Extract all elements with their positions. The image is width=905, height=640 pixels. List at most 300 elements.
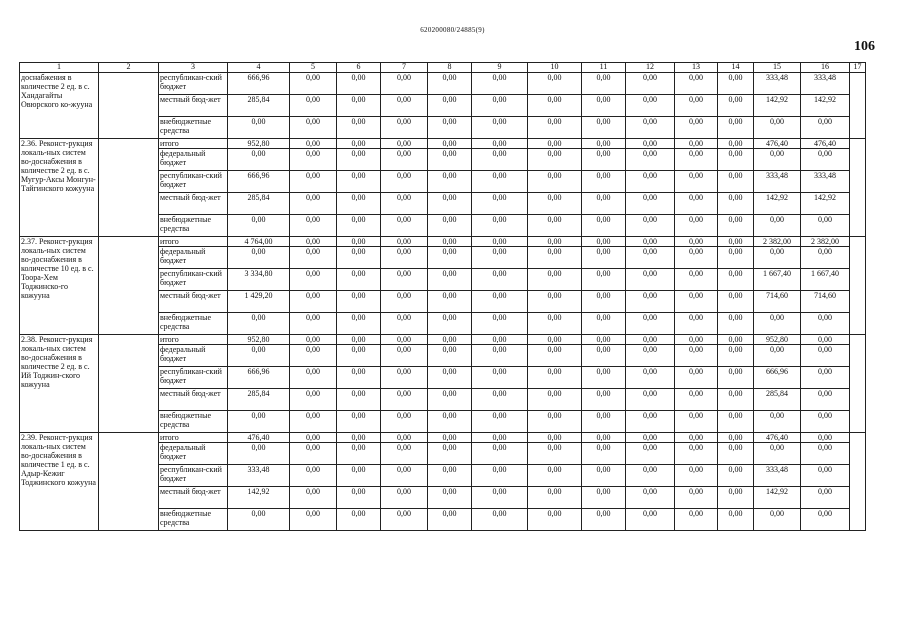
amount-cell: 0,00	[381, 269, 428, 291]
amount-cell: 4 764,00	[228, 237, 290, 247]
amount-cell: 0,00	[718, 193, 754, 215]
amount-cell: 0,00	[337, 443, 381, 465]
amount-cell: 0,00	[582, 171, 626, 193]
amount-cell: 0,00	[675, 171, 718, 193]
amount-cell: 0,00	[626, 149, 675, 171]
table-row	[20, 73, 866, 95]
amount-cell: 0,00	[718, 313, 754, 335]
amount-cell: 0,00	[337, 269, 381, 291]
amount-cell: 0,00	[718, 73, 754, 95]
amount-cell: 0,00	[381, 367, 428, 389]
amount-cell: 0,00	[290, 237, 337, 247]
amount-cell: 0,00	[675, 139, 718, 149]
funding-source-cell: итого	[159, 433, 228, 443]
amount-cell: 0,00	[801, 443, 850, 465]
amount-cell: 0,00	[428, 291, 472, 313]
funding-source-cell: внебюджетные средства	[159, 215, 228, 237]
amount-cell: 0,00	[337, 389, 381, 411]
amount-cell: 0,00	[528, 509, 582, 531]
amount-cell: 0,00	[290, 487, 337, 509]
column-number-row	[20, 63, 866, 73]
funding-source-cell: местный бюд-жет	[159, 291, 228, 313]
amount-cell: 142,92	[754, 193, 801, 215]
amount-cell: 0,00	[582, 345, 626, 367]
amount-cell: 0,00	[626, 335, 675, 345]
amount-cell: 0,00	[582, 443, 626, 465]
amount-cell: 0,00	[582, 465, 626, 487]
amount-cell: 0,00	[754, 345, 801, 367]
document-id: 620200080/24885(9)	[420, 26, 485, 34]
amount-cell: 0,00	[718, 509, 754, 531]
amount-cell: 0,00	[718, 139, 754, 149]
amount-cell: 0,00	[801, 117, 850, 139]
amount-cell: 2 382,00	[754, 237, 801, 247]
amount-cell: 0,00	[337, 193, 381, 215]
column-number: 6	[337, 63, 381, 73]
amount-cell: 0,00	[675, 313, 718, 335]
amount-cell: 0,00	[754, 509, 801, 531]
executor-cell	[99, 139, 159, 237]
amount-cell: 333,48	[754, 171, 801, 193]
amount-cell: 0,00	[718, 237, 754, 247]
amount-cell: 0,00	[675, 411, 718, 433]
amount-cell: 0,00	[528, 313, 582, 335]
amount-cell: 0,00	[381, 237, 428, 247]
amount-cell: 0,00	[428, 117, 472, 139]
amount-cell: 0,00	[528, 345, 582, 367]
amount-cell: 0,00	[290, 73, 337, 95]
amount-cell: 0,00	[290, 335, 337, 345]
amount-cell: 0,00	[528, 367, 582, 389]
amount-cell: 0,00	[337, 171, 381, 193]
amount-cell: 0,00	[428, 411, 472, 433]
amount-cell: 0,00	[675, 433, 718, 443]
amount-cell: 0,00	[472, 215, 528, 237]
amount-cell: 142,92	[228, 487, 290, 509]
amount-cell: 0,00	[428, 149, 472, 171]
amount-cell: 0,00	[675, 269, 718, 291]
amount-cell: 0,00	[675, 95, 718, 117]
amount-cell: 0,00	[472, 465, 528, 487]
amount-cell: 0,00	[801, 313, 850, 335]
amount-cell: 0,00	[582, 487, 626, 509]
amount-cell: 666,96	[228, 367, 290, 389]
amount-cell: 0,00	[675, 345, 718, 367]
amount-cell: 285,84	[754, 389, 801, 411]
amount-cell: 0,00	[290, 193, 337, 215]
amount-cell: 0,00	[428, 509, 472, 531]
budget-table	[19, 62, 866, 531]
column-number: 10	[528, 63, 582, 73]
amount-cell: 0,00	[228, 247, 290, 269]
amount-cell: 0,00	[626, 313, 675, 335]
amount-cell: 0,00	[718, 411, 754, 433]
amount-cell: 0,00	[290, 291, 337, 313]
amount-cell: 0,00	[528, 433, 582, 443]
amount-cell: 0,00	[228, 149, 290, 171]
amount-cell: 0,00	[675, 247, 718, 269]
amount-cell: 0,00	[290, 443, 337, 465]
amount-cell: 0,00	[228, 345, 290, 367]
table-row	[20, 237, 866, 247]
amount-cell: 0,00	[381, 487, 428, 509]
amount-cell: 0,00	[528, 443, 582, 465]
amount-cell: 0,00	[290, 215, 337, 237]
amount-cell: 0,00	[428, 433, 472, 443]
amount-cell: 0,00	[428, 487, 472, 509]
amount-cell: 0,00	[381, 171, 428, 193]
amount-cell: 0,00	[675, 389, 718, 411]
amount-cell: 0,00	[528, 335, 582, 345]
amount-cell: 0,00	[337, 411, 381, 433]
amount-cell: 0,00	[718, 345, 754, 367]
amount-cell: 0,00	[718, 465, 754, 487]
amount-cell: 952,80	[754, 335, 801, 345]
funding-source-cell: федеральный бюджет	[159, 443, 228, 465]
funding-source-cell: местный бюд-жет	[159, 389, 228, 411]
amount-cell: 0,00	[626, 291, 675, 313]
amount-cell: 0,00	[675, 335, 718, 345]
amount-cell: 0,00	[290, 345, 337, 367]
amount-cell: 0,00	[801, 367, 850, 389]
amount-cell: 0,00	[428, 95, 472, 117]
amount-cell: 0,00	[337, 73, 381, 95]
amount-cell: 0,00	[801, 389, 850, 411]
funding-source-cell: республикан-ский бюджет	[159, 465, 228, 487]
amount-cell: 0,00	[754, 313, 801, 335]
amount-cell: 0,00	[582, 269, 626, 291]
table-row	[20, 433, 866, 443]
amount-cell: 0,00	[381, 335, 428, 345]
amount-cell: 0,00	[675, 509, 718, 531]
amount-cell: 476,40	[754, 139, 801, 149]
amount-cell: 0,00	[626, 487, 675, 509]
amount-cell: 333,48	[801, 73, 850, 95]
amount-cell: 0,00	[626, 509, 675, 531]
amount-cell: 285,84	[228, 95, 290, 117]
amount-cell: 952,80	[228, 139, 290, 149]
amount-cell: 0,00	[626, 95, 675, 117]
funding-source-cell: местный бюд-жет	[159, 95, 228, 117]
funding-source-cell: федеральный бюджет	[159, 247, 228, 269]
amount-cell: 0,00	[718, 149, 754, 171]
amount-cell: 0,00	[582, 247, 626, 269]
amount-cell: 0,00	[718, 443, 754, 465]
amount-cell: 333,48	[228, 465, 290, 487]
amount-cell: 0,00	[626, 411, 675, 433]
amount-cell: 0,00	[381, 411, 428, 433]
amount-cell: 333,48	[754, 465, 801, 487]
amount-cell: 0,00	[675, 149, 718, 171]
result-cell	[850, 237, 866, 335]
amount-cell: 0,00	[528, 411, 582, 433]
amount-cell: 0,00	[428, 367, 472, 389]
funding-source-cell: внебюджетные средства	[159, 509, 228, 531]
result-cell	[850, 139, 866, 237]
amount-cell: 0,00	[337, 247, 381, 269]
amount-cell: 0,00	[290, 465, 337, 487]
amount-cell: 0,00	[381, 73, 428, 95]
amount-cell: 476,40	[801, 139, 850, 149]
amount-cell: 0,00	[337, 215, 381, 237]
amount-cell: 0,00	[528, 149, 582, 171]
amount-cell: 0,00	[718, 95, 754, 117]
column-number: 8	[428, 63, 472, 73]
amount-cell: 0,00	[718, 215, 754, 237]
amount-cell: 0,00	[528, 389, 582, 411]
amount-cell: 3 334,80	[228, 269, 290, 291]
amount-cell: 0,00	[472, 247, 528, 269]
column-number: 7	[381, 63, 428, 73]
amount-cell: 0,00	[801, 247, 850, 269]
result-cell	[850, 73, 866, 139]
amount-cell: 142,92	[801, 95, 850, 117]
amount-cell: 0,00	[582, 433, 626, 443]
amount-cell: 0,00	[626, 465, 675, 487]
amount-cell: 0,00	[626, 443, 675, 465]
amount-cell: 0,00	[472, 149, 528, 171]
column-number: 13	[675, 63, 718, 73]
amount-cell: 0,00	[582, 215, 626, 237]
table-row	[20, 139, 866, 149]
amount-cell: 0,00	[472, 139, 528, 149]
amount-cell: 0,00	[528, 171, 582, 193]
amount-cell: 0,00	[626, 247, 675, 269]
amount-cell: 0,00	[228, 117, 290, 139]
amount-cell: 714,60	[801, 291, 850, 313]
amount-cell: 0,00	[626, 433, 675, 443]
amount-cell: 0,00	[718, 291, 754, 313]
amount-cell: 0,00	[472, 345, 528, 367]
amount-cell: 0,00	[675, 465, 718, 487]
amount-cell: 0,00	[472, 389, 528, 411]
amount-cell: 0,00	[428, 247, 472, 269]
amount-cell: 0,00	[718, 117, 754, 139]
amount-cell: 0,00	[428, 215, 472, 237]
amount-cell: 0,00	[675, 487, 718, 509]
amount-cell: 0,00	[472, 487, 528, 509]
amount-cell: 0,00	[582, 291, 626, 313]
amount-cell: 0,00	[428, 389, 472, 411]
amount-cell: 0,00	[337, 291, 381, 313]
amount-cell: 0,00	[337, 509, 381, 531]
amount-cell: 0,00	[290, 509, 337, 531]
amount-cell: 1 429,20	[228, 291, 290, 313]
amount-cell: 0,00	[428, 345, 472, 367]
amount-cell: 0,00	[290, 269, 337, 291]
amount-cell: 0,00	[290, 367, 337, 389]
amount-cell: 0,00	[718, 247, 754, 269]
amount-cell: 0,00	[381, 193, 428, 215]
column-number: 4	[228, 63, 290, 73]
amount-cell: 0,00	[528, 193, 582, 215]
column-number: 15	[754, 63, 801, 73]
amount-cell: 0,00	[675, 443, 718, 465]
amount-cell: 0,00	[675, 291, 718, 313]
amount-cell: 0,00	[801, 487, 850, 509]
amount-cell: 0,00	[337, 433, 381, 443]
amount-cell: 0,00	[428, 73, 472, 95]
page-number: 106	[854, 39, 875, 54]
amount-cell: 0,00	[472, 443, 528, 465]
executor-cell	[99, 237, 159, 335]
amount-cell: 0,00	[718, 433, 754, 443]
amount-cell: 0,00	[754, 247, 801, 269]
amount-cell: 0,00	[582, 313, 626, 335]
amount-cell: 0,00	[381, 139, 428, 149]
amount-cell: 0,00	[472, 291, 528, 313]
amount-cell: 476,40	[754, 433, 801, 443]
amount-cell: 952,80	[228, 335, 290, 345]
amount-cell: 1 667,40	[801, 269, 850, 291]
amount-cell: 0,00	[626, 237, 675, 247]
amount-cell: 0,00	[582, 139, 626, 149]
amount-cell: 0,00	[290, 313, 337, 335]
funding-source-cell: внебюджетные средства	[159, 117, 228, 139]
amount-cell: 0,00	[228, 509, 290, 531]
column-number: 3	[159, 63, 228, 73]
column-number: 14	[718, 63, 754, 73]
funding-source-cell: итого	[159, 237, 228, 247]
amount-cell: 0,00	[337, 465, 381, 487]
amount-cell: 0,00	[582, 335, 626, 345]
measure-name-cell: 2.38. Реконст-рукция локаль-ных систем во-доснабжения в количестве 2 ед. в с. Ий Тоджин-ского кожууна	[20, 335, 99, 433]
amount-cell: 0,00	[381, 433, 428, 443]
amount-cell: 0,00	[228, 313, 290, 335]
funding-source-cell: республикан-ский бюджет	[159, 367, 228, 389]
column-number: 11	[582, 63, 626, 73]
amount-cell: 0,00	[290, 171, 337, 193]
amount-cell: 0,00	[337, 345, 381, 367]
table-row	[20, 335, 866, 345]
amount-cell: 2 382,00	[801, 237, 850, 247]
amount-cell: 0,00	[428, 171, 472, 193]
amount-cell: 0,00	[801, 345, 850, 367]
amount-cell: 1 667,40	[754, 269, 801, 291]
amount-cell: 0,00	[290, 389, 337, 411]
funding-source-cell: республикан-ский бюджет	[159, 171, 228, 193]
amount-cell: 0,00	[228, 215, 290, 237]
measure-name-cell: 2.39. Реконст-рукция локаль-ных систем во-доснабжения в количестве 1 ед. в с. Адыр-Кежиг Тоджинского кожууна	[20, 433, 99, 531]
column-number: 17	[850, 63, 866, 73]
amount-cell: 0,00	[290, 139, 337, 149]
amount-cell: 0,00	[626, 269, 675, 291]
amount-cell: 0,00	[381, 149, 428, 171]
amount-cell: 0,00	[801, 149, 850, 171]
amount-cell: 0,00	[428, 269, 472, 291]
amount-cell: 0,00	[337, 367, 381, 389]
funding-source-cell: местный бюд-жет	[159, 487, 228, 509]
amount-cell: 0,00	[528, 465, 582, 487]
amount-cell: 0,00	[754, 117, 801, 139]
funding-source-cell: республикан-ский бюджет	[159, 73, 228, 95]
amount-cell: 0,00	[337, 335, 381, 345]
amount-cell: 0,00	[472, 237, 528, 247]
amount-cell: 0,00	[675, 117, 718, 139]
amount-cell: 666,96	[228, 171, 290, 193]
amount-cell: 0,00	[428, 313, 472, 335]
column-number: 5	[290, 63, 337, 73]
amount-cell: 0,00	[528, 291, 582, 313]
amount-cell: 0,00	[675, 237, 718, 247]
amount-cell: 0,00	[472, 433, 528, 443]
amount-cell: 0,00	[754, 443, 801, 465]
amount-cell: 0,00	[381, 313, 428, 335]
amount-cell: 0,00	[381, 247, 428, 269]
funding-source-cell: республикан-ский бюджет	[159, 269, 228, 291]
amount-cell: 0,00	[381, 443, 428, 465]
amount-cell: 333,48	[801, 171, 850, 193]
amount-cell: 0,00	[528, 215, 582, 237]
amount-cell: 0,00	[228, 411, 290, 433]
amount-cell: 0,00	[228, 443, 290, 465]
amount-cell: 0,00	[582, 149, 626, 171]
amount-cell: 0,00	[675, 73, 718, 95]
amount-cell: 0,00	[528, 73, 582, 95]
amount-cell: 714,60	[754, 291, 801, 313]
funding-source-cell: местный бюд-жет	[159, 193, 228, 215]
amount-cell: 0,00	[582, 193, 626, 215]
amount-cell: 0,00	[428, 193, 472, 215]
amount-cell: 0,00	[626, 367, 675, 389]
amount-cell: 0,00	[472, 411, 528, 433]
amount-cell: 0,00	[337, 95, 381, 117]
amount-cell: 0,00	[626, 139, 675, 149]
amount-cell: 0,00	[381, 215, 428, 237]
amount-cell: 0,00	[381, 465, 428, 487]
amount-cell: 0,00	[718, 269, 754, 291]
amount-cell: 0,00	[472, 73, 528, 95]
amount-cell: 0,00	[472, 117, 528, 139]
amount-cell: 0,00	[290, 247, 337, 269]
amount-cell: 0,00	[428, 237, 472, 247]
amount-cell: 0,00	[428, 139, 472, 149]
amount-cell: 0,00	[428, 443, 472, 465]
amount-cell: 0,00	[472, 193, 528, 215]
amount-cell: 0,00	[626, 345, 675, 367]
amount-cell: 0,00	[626, 73, 675, 95]
amount-cell: 0,00	[626, 389, 675, 411]
amount-cell: 0,00	[718, 487, 754, 509]
amount-cell: 142,92	[754, 95, 801, 117]
column-number: 1	[20, 63, 99, 73]
amount-cell: 0,00	[801, 215, 850, 237]
amount-cell: 0,00	[381, 95, 428, 117]
amount-cell: 333,48	[754, 73, 801, 95]
column-number: 2	[99, 63, 159, 73]
amount-cell: 0,00	[801, 335, 850, 345]
result-cell	[850, 335, 866, 433]
executor-cell	[99, 433, 159, 531]
amount-cell: 0,00	[675, 215, 718, 237]
amount-cell: 0,00	[290, 411, 337, 433]
amount-cell: 666,96	[228, 73, 290, 95]
funding-source-cell: внебюджетные средства	[159, 411, 228, 433]
amount-cell: 0,00	[801, 465, 850, 487]
measure-name-cell: 2.37. Реконст-рукция локаль-ных систем во-доснабжения в количестве 10 ед. в с. Тоора-Хем Тоджинско-го кожууна	[20, 237, 99, 335]
amount-cell: 0,00	[472, 313, 528, 335]
amount-cell: 0,00	[381, 117, 428, 139]
funding-source-cell: федеральный бюджет	[159, 345, 228, 367]
amount-cell: 285,84	[228, 193, 290, 215]
measure-name-cell: доснабжения в количестве 2 ед. в с. Хандагайты Овюрского ко-жууна	[20, 73, 99, 139]
amount-cell: 0,00	[582, 389, 626, 411]
amount-cell: 0,00	[472, 509, 528, 531]
amount-cell: 0,00	[582, 95, 626, 117]
amount-cell: 0,00	[675, 367, 718, 389]
amount-cell: 0,00	[528, 237, 582, 247]
measure-name-cell: 2.36. Реконст-рукция локаль-ных систем во-доснабжения в количестве 2 ед. в с. Мугур-Аксы Монгун-Тайгинского кожууна	[20, 139, 99, 237]
